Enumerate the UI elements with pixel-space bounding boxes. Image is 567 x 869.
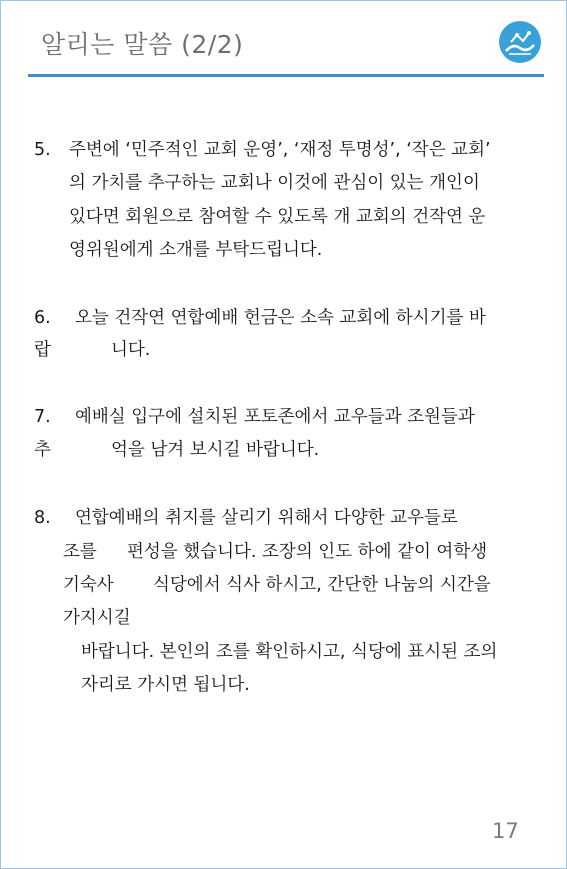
page-number: 17 bbox=[492, 819, 519, 843]
notice-6-number: 6. bbox=[34, 308, 51, 328]
notice-6-line: 랍 bbox=[34, 340, 51, 360]
notice-6-line: 니다. bbox=[111, 340, 151, 360]
notice-8-line: 기숙사 bbox=[63, 575, 114, 595]
notice-8-line: 연합예배의 취지를 살리기 위해서 다양한 교우들로 bbox=[75, 508, 458, 528]
header-rule bbox=[28, 74, 544, 77]
notice-8-line: 자리로 가시면 됩니다. bbox=[81, 675, 250, 695]
notice-7-number: 7. bbox=[34, 407, 51, 427]
notice-5-line: 의 가치를 추구하는 교회나 이것에 관심이 있는 개인이 bbox=[69, 173, 480, 193]
notice-8-number: 8. bbox=[34, 508, 51, 528]
notice-8-line: 식당에서 식사 하시고, 간단한 나눔의 시간을 bbox=[153, 575, 491, 595]
notice-7-line: 억을 남겨 보시길 바랍니다. bbox=[111, 440, 320, 460]
notice-5-line: 있다면 회원으로 참여할 수 있도록 개 교회의 건작연 운 bbox=[69, 207, 486, 227]
notice-8-line: 바랍니다. 본인의 조를 확인하시고, 식당에 표시된 조의 bbox=[81, 642, 498, 662]
notice-8-line: 가지시길 bbox=[63, 608, 131, 628]
notice-5-number: 5. bbox=[34, 140, 51, 160]
notice-7-line: 예배실 입구에 설치된 포토존에서 교우들과 조원들과 bbox=[75, 407, 475, 427]
page-title: 알리는 말씀 (2/2) bbox=[41, 30, 244, 59]
notice-7-line: 추 bbox=[34, 440, 51, 460]
notice-8-line: 조를 bbox=[63, 542, 97, 562]
notice-8-line: 편성을 했습니다. 조장의 인도 하에 같이 여학생 bbox=[127, 542, 488, 562]
notice-5-line: 주변에 ‘민주적인 교회 운영’, ‘재정 투명성’, ‘작은 교회’ bbox=[69, 140, 491, 160]
church-logo-icon bbox=[498, 20, 542, 64]
notice-6-line: 오늘 건작연 연합예배 헌금은 소속 교회에 하시기를 바 bbox=[75, 308, 486, 328]
notice-5-line: 영위원에게 소개를 부탁드립니다. bbox=[69, 240, 323, 260]
